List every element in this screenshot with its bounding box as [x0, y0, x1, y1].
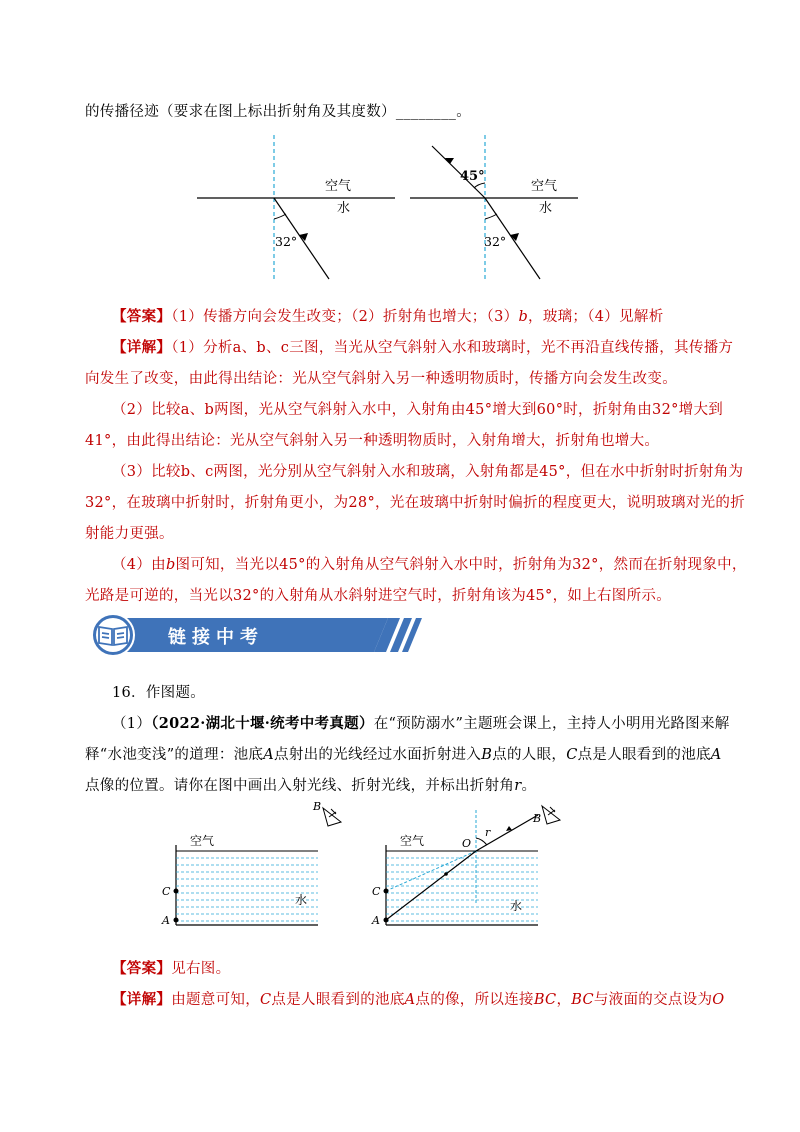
detail-l5: （3）比较b、c两图，光分别从空气斜射入水和玻璃，入射角都是45°，但在水中折射时折射角为	[112, 464, 744, 480]
water-lines	[176, 858, 318, 921]
point-c	[384, 889, 389, 894]
label-o: O	[462, 837, 472, 850]
detail2-bc1: BC	[533, 992, 557, 1008]
label-a: A	[162, 914, 170, 927]
air-label: 空气	[531, 179, 558, 194]
q16-p3a: 点像的位置。请你在图中画出入射光线、折射光线，并标出折射角	[85, 778, 515, 794]
q16-p2b: 点射出的光线经过水面折射进入	[274, 747, 482, 763]
angle-label: 32°	[275, 234, 298, 249]
eye-icon	[323, 808, 341, 826]
outgoing-arrow	[445, 158, 454, 164]
detail-l4: 41°，由此得出结论：光从空气斜射入另一种透明物质时，入射角增大，折射角也增大。	[85, 433, 660, 449]
q16-line-3	[85, 774, 536, 795]
q16-var-r: r	[514, 778, 522, 794]
detail-l8-var: b	[165, 557, 176, 573]
q16-line-2	[85, 743, 722, 764]
q16-var-c: C	[566, 747, 578, 763]
detail-line-4	[85, 429, 659, 450]
detail-line-3	[112, 398, 723, 419]
detail-l1: （1）分析a、b、c三图，当光从空气斜射入水和玻璃时，光不再沿直线传播，其传播方	[171, 340, 734, 356]
detail-l8b: 图可知，当光以45°的入射角从空气斜射入水中时，折射角为32°，然而在折射现象中，	[175, 557, 747, 573]
detail2-b: 点是人眼看到的池底	[271, 992, 405, 1008]
angle-bottom-label: 32°	[484, 234, 507, 249]
water-label: 水	[295, 893, 308, 907]
incident-arrow	[444, 872, 448, 876]
point-a	[384, 918, 389, 923]
pool-figure-left	[160, 800, 350, 930]
q16-var-a: A	[263, 747, 275, 763]
detail2-e: 与液面的交点设为	[593, 992, 713, 1008]
intro-end: 。	[456, 104, 472, 120]
detail-line-6	[85, 491, 745, 512]
label-a: A	[372, 914, 380, 927]
q16-title	[112, 681, 205, 702]
detail-line-7	[85, 522, 174, 543]
label-r: r	[485, 826, 491, 839]
answer2-tag: 【答案】	[112, 960, 172, 977]
detail-tag: 【详解】	[112, 339, 172, 356]
angle-top-label: 45°	[460, 169, 485, 184]
label-c: C	[162, 885, 171, 898]
detail-l9: 光路是可逆的，当光以32°的入射角从水斜射进空气时，折射角该为45°，如上右图所示。	[85, 588, 671, 604]
refraction-figure-a	[195, 133, 415, 283]
point-c	[174, 889, 179, 894]
refraction-figure-b	[408, 133, 588, 283]
q16-p2c: 点的人眼，	[492, 747, 567, 763]
water-label: 水	[539, 201, 553, 216]
q16-p3b: 。	[521, 778, 537, 794]
detail-line-5	[112, 460, 743, 481]
label-b: B	[533, 812, 542, 825]
incident-ray	[386, 851, 476, 920]
label-b: B	[313, 800, 322, 813]
detail-line-1	[112, 336, 733, 357]
answer-var: b	[518, 309, 529, 325]
angle-arc	[476, 838, 487, 845]
detail-l2: 向发生了改变，由此得出结论：光从空气斜射入另一种透明物质时，传播方向会发生改变。	[85, 371, 677, 387]
detail-l6: 32°，在玻璃中折射时，折射角更小，为28°，光在玻璃中折射时偏折的程度更大，说明玻璃对光的折	[85, 495, 745, 511]
q16-p1b: 在“预防溺水”主题班会课上，主持人小明用光路图来解	[373, 716, 730, 732]
label-c: C	[372, 885, 381, 898]
answer-text: （1）传播方向会发生改变；（2）折射角也增大；（3）	[171, 309, 519, 325]
detail2-a-var: A	[404, 992, 416, 1008]
detail2-o-var: O	[712, 992, 725, 1008]
answer-text-2: ，玻璃；（4）见解析	[528, 309, 664, 325]
book-icon-bg	[96, 618, 130, 652]
detail2-c: 点的像，所以连接	[415, 992, 534, 1008]
q16-var-a2: A	[710, 747, 722, 763]
q16-p2a: 释“水池变浅”的道理：池底	[85, 747, 264, 763]
banner-title: 链接中考	[168, 627, 264, 648]
air-label: 空气	[325, 179, 352, 194]
intro-line	[85, 100, 471, 121]
q16-p1: （1）	[112, 716, 152, 732]
air-label: 空气	[190, 834, 215, 848]
pool-figure-right	[370, 800, 590, 930]
detail-l7: 射能力更强。	[85, 526, 174, 542]
detail-line-2	[85, 367, 677, 388]
detail2-tag: 【详解】	[112, 991, 172, 1008]
section-banner	[88, 612, 448, 658]
bottom-angle-arc	[485, 214, 497, 219]
detail2-d: ，	[556, 992, 572, 1008]
angle-arc	[274, 214, 286, 219]
detail2-line	[112, 988, 724, 1009]
air-label: 空气	[400, 834, 425, 848]
detail2-bc2: BC	[571, 992, 594, 1008]
intro-text: 的传播径迹（要求在图上标出折射角及其度数）	[85, 104, 396, 120]
q16-p2d: 点是人眼看到的池底	[577, 747, 711, 763]
water-label: 水	[337, 201, 351, 216]
answer-line-1	[112, 305, 664, 326]
point-a	[174, 918, 179, 923]
q16-var-b: B	[481, 747, 493, 763]
detail2-a: 由题意可知，	[171, 992, 261, 1008]
q16-source: （2022·湖北十堰·统考中考真题）	[151, 715, 374, 732]
detail2-c-var: C	[260, 992, 272, 1008]
detail-l8a: （4）由	[112, 557, 166, 573]
answer2-text: 见右图。	[171, 961, 231, 977]
q16-title-text: 16．作图题。	[112, 685, 206, 701]
detail-line-8	[112, 553, 747, 574]
answer-tag: 【答案】	[112, 308, 172, 325]
detail-l3: （2）比较a、b两图，光从空气斜射入水中，入射角由45°增大到60°时，折射角由32°增大到	[112, 402, 724, 418]
detail-line-9	[85, 584, 671, 605]
q16-line-1	[112, 712, 730, 733]
eye-icon	[542, 806, 560, 824]
water-label: 水	[510, 899, 523, 913]
answer-line-2	[112, 957, 230, 978]
answer-blank: ________	[395, 104, 457, 120]
